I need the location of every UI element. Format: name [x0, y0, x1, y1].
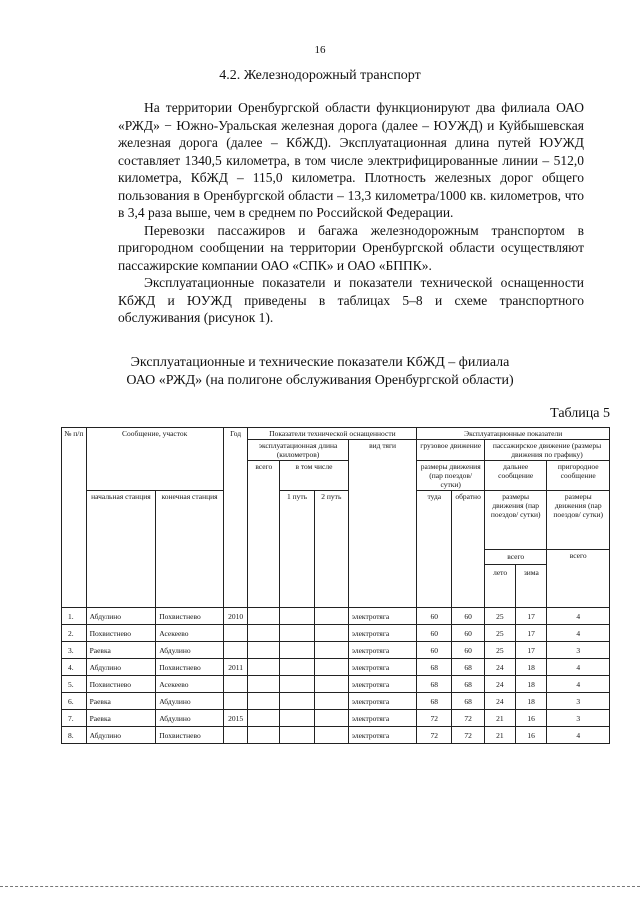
cell-track2: [314, 642, 348, 659]
cell-winter: 16: [515, 727, 547, 744]
cell-traction: электротяга: [348, 659, 417, 676]
cell-num: 5.: [62, 676, 87, 693]
table-row: [62, 676, 610, 693]
header-there: туда: [417, 491, 452, 608]
table-row: [62, 625, 610, 642]
paragraph-1: На территории Оренбургской области функционируют два филиала ОАО «РЖД» − Южно-Уральская железная дорога (далее – ЮУЖД) и Куйбышевская железная дорога (далее – КбЖД). Эксплуатационная длина путей ЮУЖД составляет 1340,5 километра, в том числе электрифицированные линии – 512,0 километра, КбЖД – 115,0 километра. Плотность железных дорог общего пользования в Оренбургской области – 13,3 километра/1000 кв. километров, что в 3,4 раза выше, чем в среднем по Российской Федерации.: [118, 100, 584, 220]
header-traction: вид тяги: [348, 440, 417, 608]
header-incl: в том числе: [280, 461, 349, 491]
header-suburban: пригородное сообщение: [547, 461, 610, 491]
cell-track2: [314, 659, 348, 676]
cell-suburban: 3: [547, 710, 610, 727]
body-text: [118, 99, 584, 327]
header-sub-sizes: размеры движения (пар поездов/ сутки): [547, 491, 610, 550]
cell-from: Похвистнево: [86, 676, 156, 693]
cell-summer: 25: [484, 625, 515, 642]
cell-track2: [314, 727, 348, 744]
cell-track1: [280, 608, 315, 625]
cell-suburban: 3: [547, 642, 610, 659]
page-number: 16: [314, 44, 326, 56]
cell-to: Асекеево: [156, 676, 224, 693]
cell-track2: [314, 625, 348, 642]
cell-track1: [280, 642, 315, 659]
header-freight: грузовое движение: [417, 440, 485, 461]
header-ld-total: [484, 550, 546, 608]
cell-track1: [280, 659, 315, 676]
cell-num: 7.: [62, 710, 87, 727]
cell-back: 60: [452, 608, 485, 625]
header-num: № п/п: [62, 428, 87, 608]
cell-traction: электротяга: [348, 642, 417, 659]
cell-back: 72: [452, 727, 485, 744]
cell-from: Абдулино: [86, 659, 156, 676]
cell-year: 2010: [223, 608, 248, 625]
cell-num: 3.: [62, 642, 87, 659]
cell-num: 1.: [62, 608, 87, 625]
cell-year: [223, 676, 248, 693]
header-length: эксплуатационная длина (километров): [248, 440, 348, 461]
cell-suburban: 4: [547, 608, 610, 625]
cell-there: 72: [417, 710, 452, 727]
cell-suburban: 4: [547, 659, 610, 676]
cell-suburban: 4: [547, 727, 610, 744]
cell-there: 68: [417, 676, 452, 693]
page-edge-divider: [0, 886, 640, 887]
cell-traction: электротяга: [348, 676, 417, 693]
cell-there: 68: [417, 693, 452, 710]
header-start-station: начальная станция: [86, 491, 156, 608]
cell-back: 60: [452, 625, 485, 642]
cell-num: 4.: [62, 659, 87, 676]
cell-to: Похвистнево: [156, 727, 224, 744]
table-row: [62, 693, 610, 710]
cell-back: 60: [452, 642, 485, 659]
cell-back: 68: [452, 659, 485, 676]
cell-from: Раевка: [86, 710, 156, 727]
cell-to: Похвистнево: [156, 659, 224, 676]
cell-num: 8.: [62, 727, 87, 744]
cell-track1: [280, 727, 315, 744]
header-total: всего: [248, 461, 280, 608]
header-year: Год: [223, 428, 248, 608]
header-track1: 1 путь: [280, 491, 315, 608]
cell-year: 2015: [223, 710, 248, 727]
cell-from: Абдулино: [86, 608, 156, 625]
cell-there: 60: [417, 642, 452, 659]
cell-year: 2011: [223, 659, 248, 676]
cell-track2: [314, 676, 348, 693]
cell-winter: 17: [515, 625, 547, 642]
cell-summer: 24: [484, 676, 515, 693]
table-caption: [0, 354, 640, 390]
paragraph-2: Перевозки пассажиров и багажа железнодорожным транспортом в пригородном сообщении на территории Оренбургской области осуществляют пассажирские компании ОАО «СПК» и ОАО «БППК».: [118, 222, 584, 273]
cell-suburban: 4: [547, 625, 610, 642]
cell-total: [248, 676, 280, 693]
cell-to: Абдулино: [156, 710, 224, 727]
cell-summer: 25: [484, 608, 515, 625]
table-label: Таблица 5: [550, 406, 610, 421]
cell-winter: 18: [515, 676, 547, 693]
header-winter: зима: [523, 568, 539, 577]
cell-from: Раевка: [86, 642, 156, 659]
cell-summer: 21: [484, 727, 515, 744]
cell-traction: электротяга: [348, 693, 417, 710]
cell-winter: 18: [515, 693, 547, 710]
cell-back: 68: [452, 693, 485, 710]
cell-track1: [280, 625, 315, 642]
cell-suburban: 3: [547, 693, 610, 710]
cell-track2: [314, 693, 348, 710]
cell-track2: [314, 710, 348, 727]
cell-total: [248, 693, 280, 710]
header-end-station: конечная станция: [156, 491, 224, 608]
table-row: [62, 659, 610, 676]
cell-suburban: 4: [547, 676, 610, 693]
cell-summer: 21: [484, 710, 515, 727]
cell-from: Похвистнево: [86, 625, 156, 642]
cell-there: 68: [417, 659, 452, 676]
header-ld-sizes: размеры движения (пар поездов/ сутки): [484, 491, 546, 550]
cell-to: Абдулино: [156, 693, 224, 710]
table-row: [62, 727, 610, 744]
table-row: [62, 642, 610, 659]
cell-track1: [280, 710, 315, 727]
cell-num: 2.: [62, 625, 87, 642]
cell-traction: электротяга: [348, 625, 417, 642]
cell-to: Асекеево: [156, 625, 224, 642]
cell-total: [248, 608, 280, 625]
cell-total: [248, 727, 280, 744]
header-passenger: пассажирское движение (размеры движения по графику): [484, 440, 609, 461]
cell-summer: 25: [484, 642, 515, 659]
cell-from: Абдулино: [86, 727, 156, 744]
cell-there: 60: [417, 608, 452, 625]
cell-total: [248, 659, 280, 676]
header-long-distance: дальнее сообщение: [484, 461, 546, 491]
cell-winter: 16: [515, 710, 547, 727]
cell-back: 72: [452, 710, 485, 727]
cell-from: Раевка: [86, 693, 156, 710]
cell-total: [248, 710, 280, 727]
cell-traction: электротяга: [348, 727, 417, 744]
cell-num: 6.: [62, 693, 87, 710]
header-exploit: Эксплуатационные показатели: [417, 428, 610, 440]
cell-winter: 17: [515, 608, 547, 625]
cell-to: Абдулино: [156, 642, 224, 659]
header-sub-total: всего: [547, 550, 610, 608]
cell-year: [223, 693, 248, 710]
cell-track1: [280, 693, 315, 710]
paragraph-3: Эксплуатационные показатели и показатели технической оснащенности КбЖД и ЮУЖД приведены в таблицах 5–8 и схеме транспортного обслуживания (рисунок 1).: [118, 275, 584, 325]
cell-year: [223, 625, 248, 642]
cell-summer: 24: [484, 693, 515, 710]
cell-there: 60: [417, 625, 452, 642]
cell-summer: 24: [484, 659, 515, 676]
cell-traction: электротяга: [348, 608, 417, 625]
table-row: [62, 608, 610, 625]
section-title: 4.2. Железнодорожный транспорт: [219, 68, 421, 83]
cell-track2: [314, 608, 348, 625]
cell-to: Похвистнево: [156, 608, 224, 625]
header-summer: лето: [485, 565, 516, 607]
cell-track1: [280, 676, 315, 693]
caption-line-2: ОАО «РЖД» (на полигоне обслуживания Оренбургской области): [126, 373, 514, 388]
cell-winter: 17: [515, 642, 547, 659]
cell-total: [248, 625, 280, 642]
header-freight-sizes: размеры движения (пар поездов/ сутки): [417, 461, 485, 491]
cell-traction: электротяга: [348, 710, 417, 727]
cell-winter: 18: [515, 659, 547, 676]
cell-year: [223, 642, 248, 659]
cell-there: 72: [417, 727, 452, 744]
cell-back: 68: [452, 676, 485, 693]
header-section: Сообщение, участок: [86, 428, 223, 491]
header-track2: 2 путь: [314, 491, 348, 608]
data-table: [61, 427, 610, 744]
cell-total: [248, 642, 280, 659]
table-row: [62, 710, 610, 727]
header-back: обратно: [452, 491, 485, 608]
cell-year: [223, 727, 248, 744]
ld-total-label: всего: [507, 552, 525, 561]
header-tech: Показатели технической оснащенности: [248, 428, 417, 440]
caption-line-1: Эксплуатационные и технические показатели КбЖД – филиала: [130, 355, 510, 370]
